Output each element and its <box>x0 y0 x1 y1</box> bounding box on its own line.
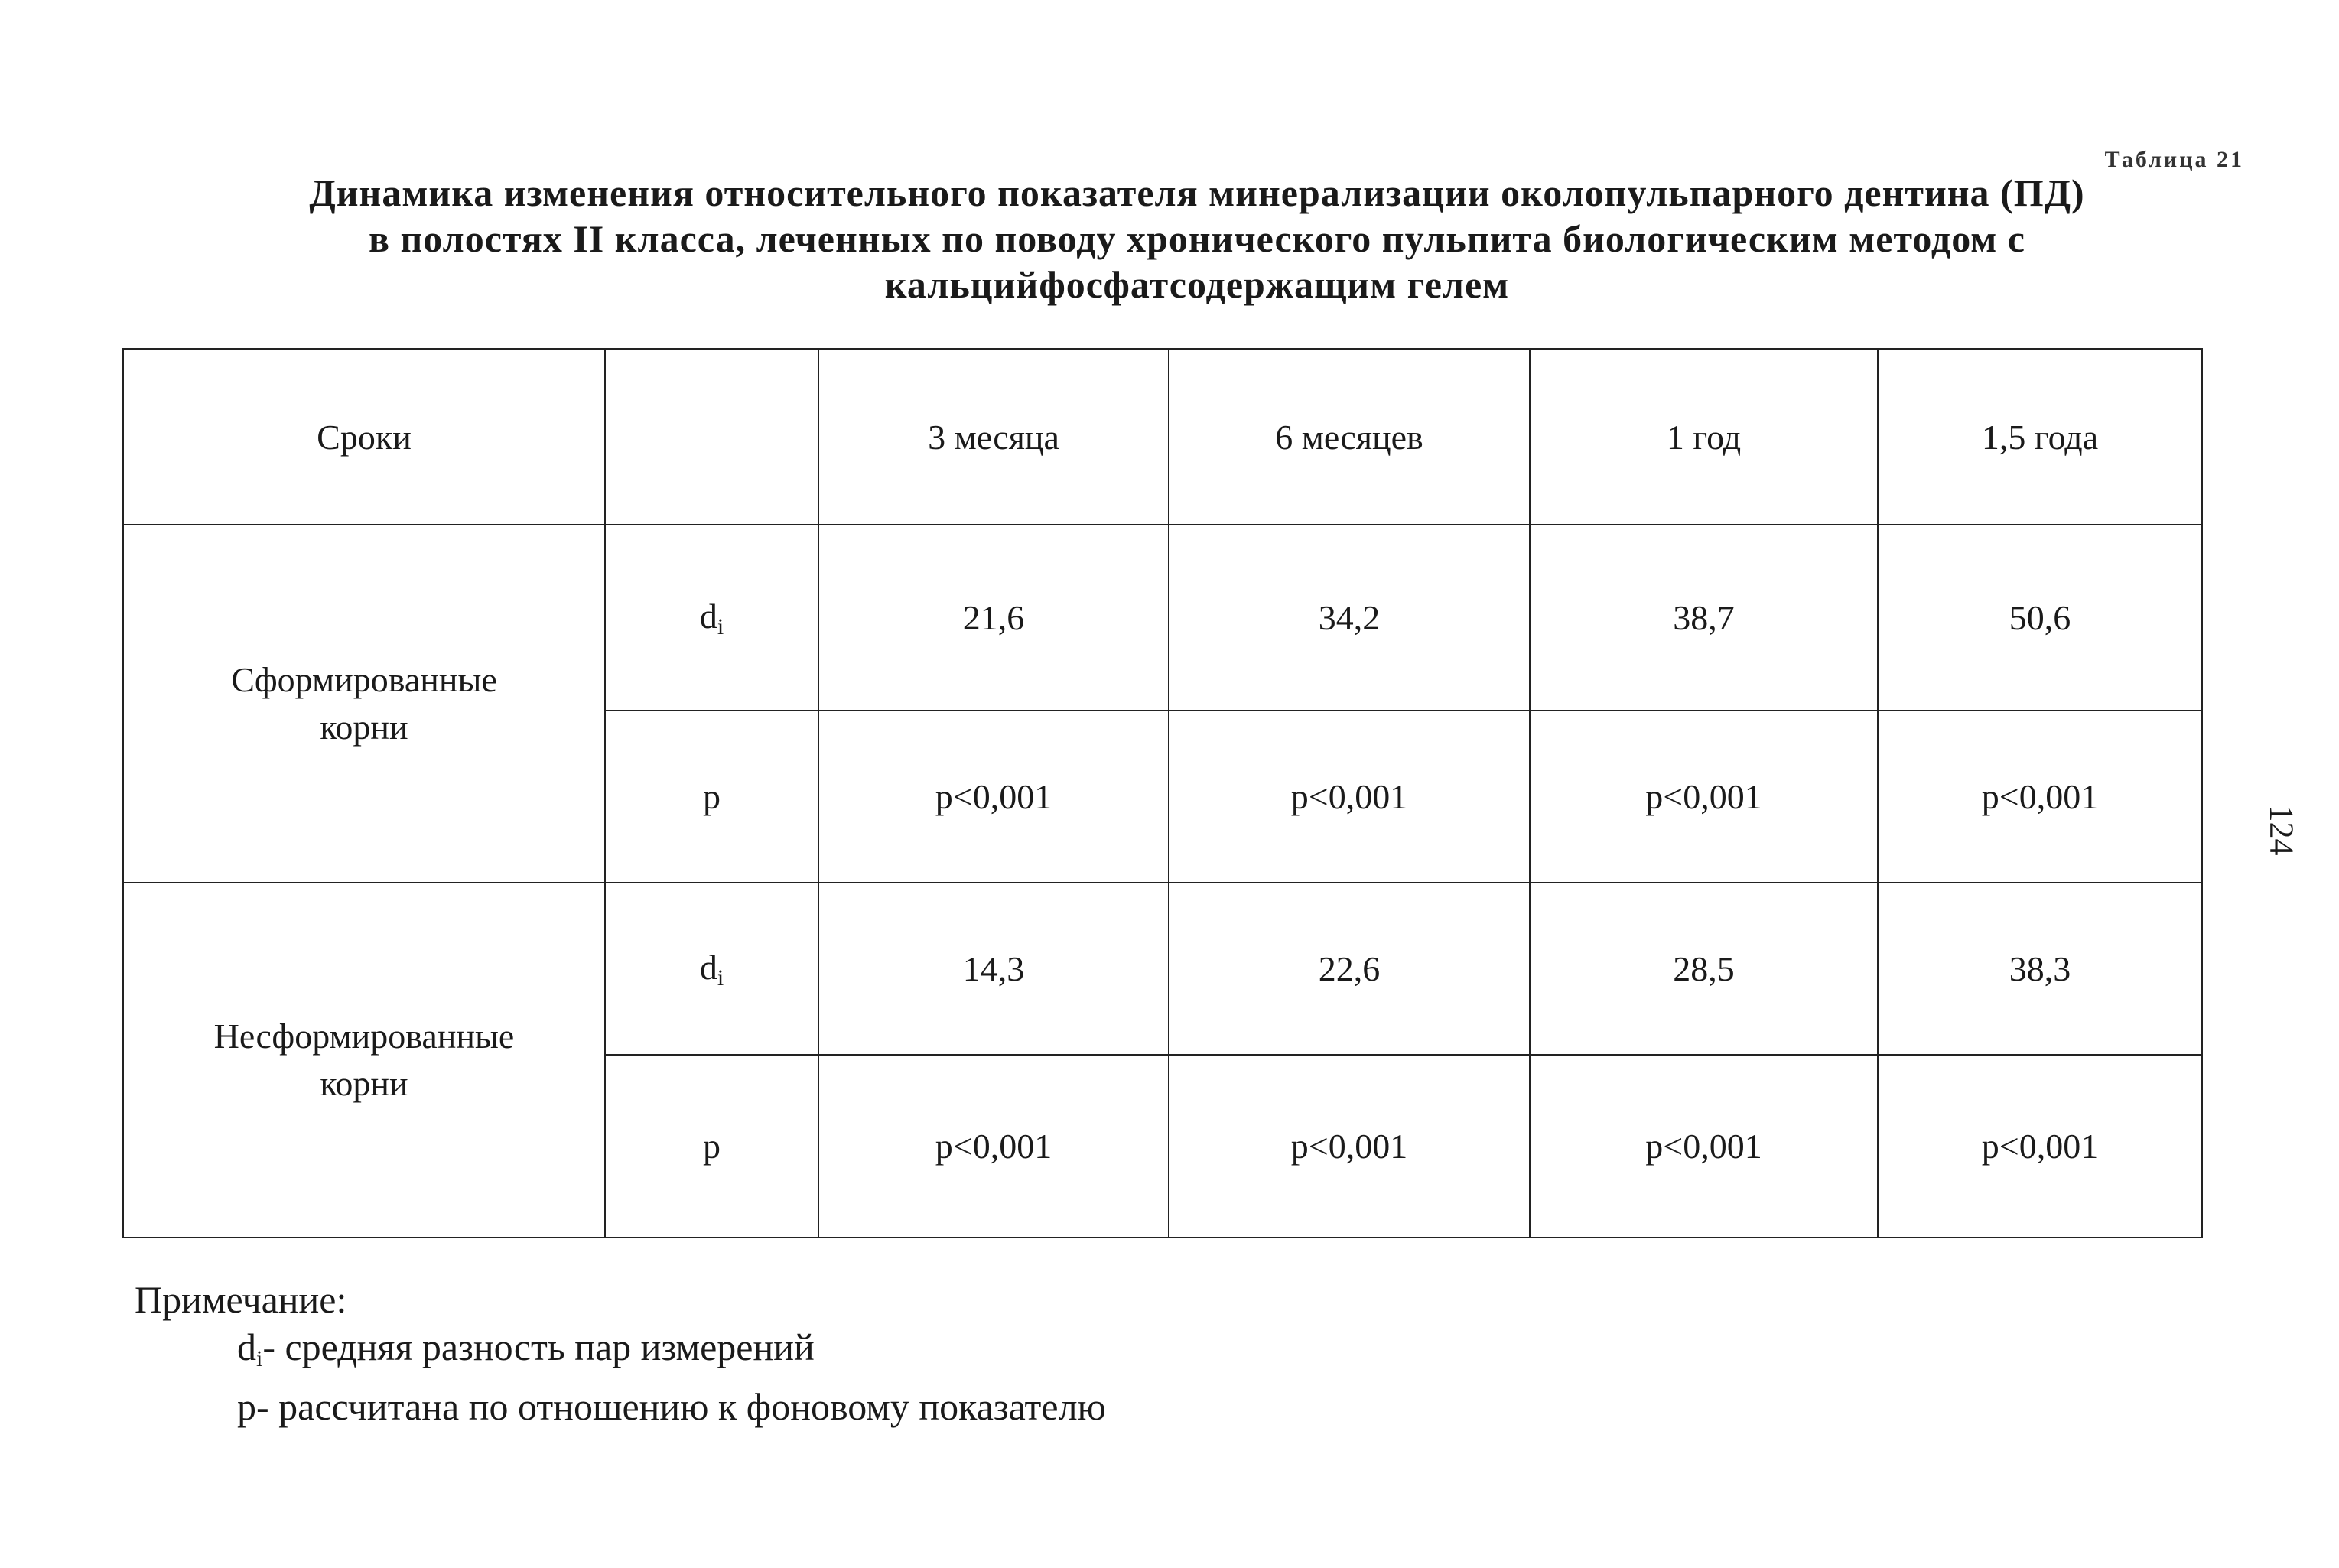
header-period-2: 6 месяцев <box>1169 349 1530 525</box>
value-cell: 28,5 <box>1530 883 1878 1055</box>
value-cell: 21,6 <box>818 525 1169 711</box>
value-cell: p<0,001 <box>1530 711 1878 883</box>
table-header-row <box>123 349 2202 525</box>
header-period-1: 3 месяца <box>818 349 1169 525</box>
note-line-di: $d_i-$ средняя разность пар измерений <box>237 1326 815 1371</box>
value-cell: 50,6 <box>1878 525 2202 711</box>
value-cell: 34,2 <box>1169 525 1530 711</box>
value-cell: p<0,001 <box>1530 1055 1878 1238</box>
value-cell: p<0,001 <box>818 1055 1169 1238</box>
header-period-3: 1 год <box>1530 349 1878 525</box>
row-label-p: p <box>605 1055 818 1238</box>
table-row <box>123 883 2202 1055</box>
value-cell: p<0,001 <box>1169 1055 1530 1238</box>
title-line-3: кальцийфосфатсодержащим гелем <box>884 263 1510 306</box>
table-row <box>123 525 2202 711</box>
page-number: 124 <box>2263 805 2301 856</box>
header-blank <box>605 349 818 525</box>
title-line-2: в полостях II класса, леченных по поводу хронического пульпита биологическим методом с <box>368 217 2025 260</box>
value-cell: p<0,001 <box>1169 711 1530 883</box>
note-heading: Примечание: <box>135 1278 347 1321</box>
data-table <box>122 348 2203 1238</box>
value-cell: 38,3 <box>1878 883 2202 1055</box>
row-label-p: p <box>605 711 818 883</box>
row-label-di: $d_i$ <box>605 883 818 1055</box>
table-note <box>135 1276 1106 1430</box>
row-label-di: $d_i$ <box>605 525 818 711</box>
value-cell: 38,7 <box>1530 525 1878 711</box>
title-line-1: Динамика изменения относительного показателя минерализации околопульпарного дентина (ПД) <box>309 171 2085 214</box>
group-label-formed-roots <box>123 525 605 883</box>
group-name: Несформированные корни <box>213 1017 515 1103</box>
value-cell: p<0,001 <box>1878 711 2202 883</box>
group-label-unformed-roots <box>123 883 605 1238</box>
group-name: Сформированные корни <box>231 660 497 747</box>
header-period-4: 1,5 года <box>1878 349 2202 525</box>
value-cell: p<0,001 <box>1878 1055 2202 1238</box>
value-cell: p<0,001 <box>818 711 1169 883</box>
note-line-p: р- рассчитана по отношению к фоновому показателю <box>237 1385 1106 1428</box>
value-cell: 14,3 <box>818 883 1169 1055</box>
value-cell: 22,6 <box>1169 883 1530 1055</box>
table-number-label: Таблица 21 <box>2104 147 2244 172</box>
header-period-label: Сроки <box>123 349 605 525</box>
table-title <box>115 170 2279 307</box>
